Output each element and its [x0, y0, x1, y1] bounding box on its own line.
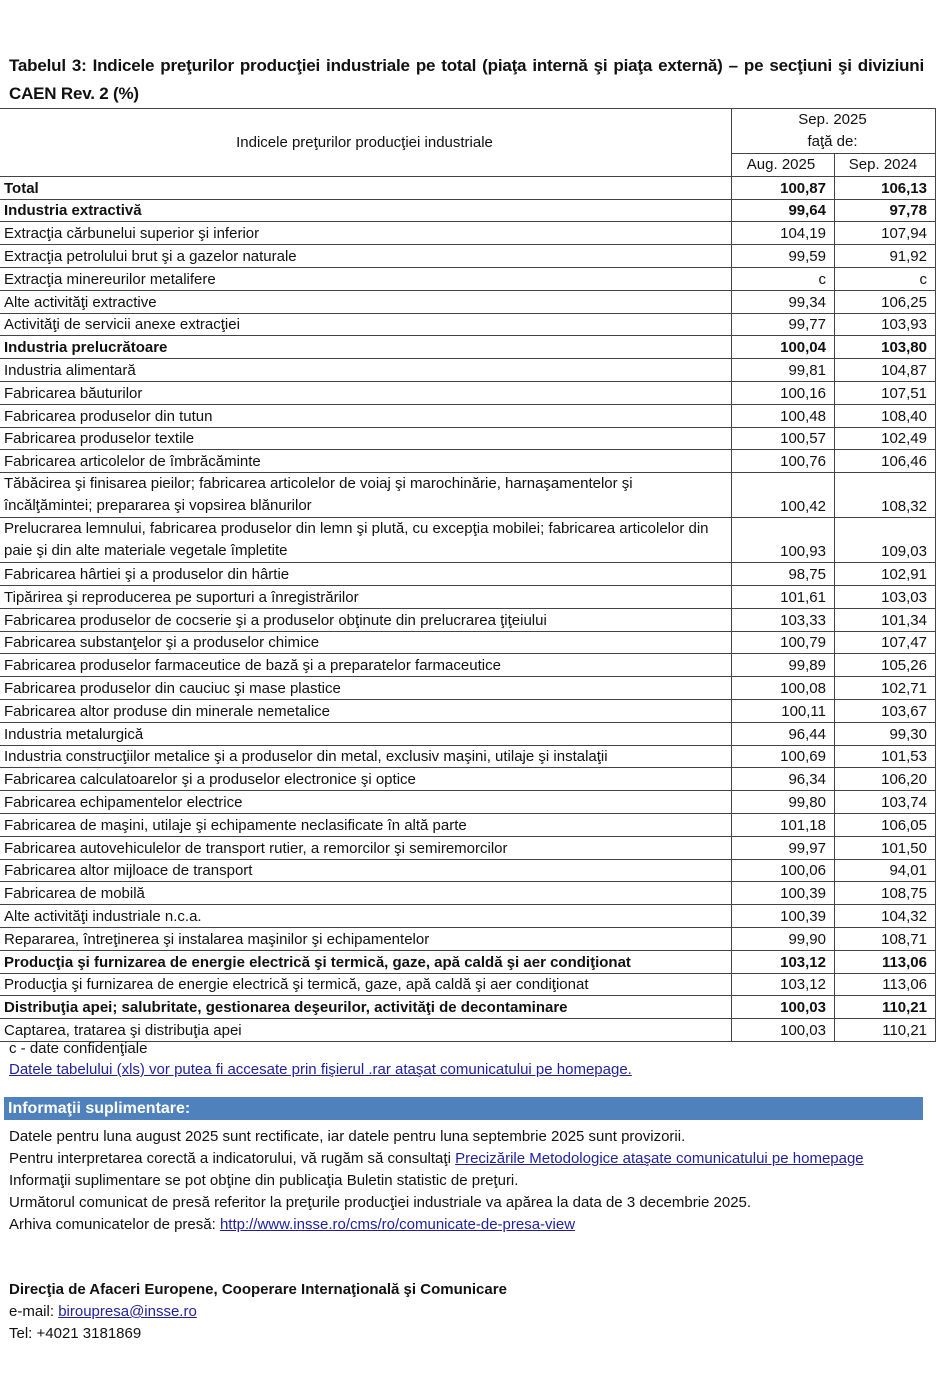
info-line-archive: Arhiva comunicatelor de presă: http://www.insse.ro/cms/ro/comunicate-de-presa-view: [9, 1216, 576, 1233]
value-aug-2025: 103,12: [732, 950, 835, 973]
row-label: Industria prelucrătoare: [0, 336, 732, 359]
table-row: [0, 313, 936, 336]
group-header: [732, 109, 936, 154]
value-aug-2025: 100,76: [732, 450, 835, 473]
table-row: [0, 290, 936, 313]
value-sep-2024: 108,40: [835, 404, 936, 427]
value-aug-2025: 96,34: [732, 768, 835, 791]
row-label: Repararea, întreţinerea şi instalarea maşinilor şi echipamentelor: [0, 927, 732, 950]
info-line-next-release: Următorul comunicat de presă referitor la preţurile producţiei industriale va apărea la data de 3 decembrie 2025.: [9, 1194, 752, 1211]
row-label: Alte activităţi extractive: [0, 290, 732, 313]
value-sep-2024: 108,71: [835, 927, 936, 950]
value-aug-2025: 104,19: [732, 222, 835, 245]
row-label: Tăbăcirea şi finisarea pieilor; fabricarea articolelor de voiaj şi marochinărie, harnaşamentelor şi încălţămintei; prepararea şi vopsirea blănurilor: [0, 473, 732, 518]
table-row: [0, 245, 936, 268]
header-row-1: [0, 109, 936, 154]
table-row: [0, 859, 936, 882]
table-title: Tabelul 3: Indicele preţurilor producţiei industriale pe total (piaţa internă şi piaţa externă) – pe secţiuni şi diviziuni CAEN Rev. 2 (%): [9, 56, 924, 103]
row-label: Extracţia petrolului brut şi a gazelor naturale: [0, 245, 732, 268]
row-label: Fabricarea produselor din tutun: [0, 404, 732, 427]
row-label: Fabricarea substanţelor şi a produselor chimice: [0, 631, 732, 654]
footnote: c - date confidenţiale: [9, 1040, 148, 1057]
table-row: [0, 336, 936, 359]
value-aug-2025: c: [732, 267, 835, 290]
value-aug-2025: 100,39: [732, 905, 835, 928]
value-sep-2024: 102,91: [835, 563, 936, 586]
value-aug-2025: 99,59: [732, 245, 835, 268]
value-aug-2025: 99,80: [732, 791, 835, 814]
row-label: Fabricarea hârtiei şi a produselor din hârtie: [0, 563, 732, 586]
additional-info: [9, 1126, 920, 1236]
table-row: [0, 427, 936, 450]
table-row: [0, 608, 936, 631]
row-label: Fabricarea echipamentelor electrice: [0, 791, 732, 814]
value-aug-2025: 100,03: [732, 1019, 835, 1042]
value-sep-2024: 106,13: [835, 176, 936, 199]
row-label: Producţia şi furnizarea de energie electrică şi termică, gaze, apă caldă şi aer condiţionat: [0, 973, 732, 996]
value-sep-2024: 99,30: [835, 722, 936, 745]
value-aug-2025: 100,42: [732, 473, 835, 518]
value-aug-2025: 99,64: [732, 199, 835, 222]
row-label: Fabricarea autovehiculelor de transport rutier, a remorcilor şi semiremorcilor: [0, 836, 732, 859]
value-aug-2025: 100,69: [732, 745, 835, 768]
value-sep-2024: 104,87: [835, 359, 936, 382]
value-aug-2025: 100,93: [732, 518, 835, 563]
value-sep-2024: 106,46: [835, 450, 936, 473]
value-sep-2024: 103,93: [835, 313, 936, 336]
value-aug-2025: 96,44: [732, 722, 835, 745]
table-row: [0, 267, 936, 290]
value-sep-2024: 105,26: [835, 654, 936, 677]
value-sep-2024: 102,49: [835, 427, 936, 450]
table-row: [0, 950, 936, 973]
value-sep-2024: 101,34: [835, 608, 936, 631]
value-aug-2025: 100,06: [732, 859, 835, 882]
value-sep-2024: 107,51: [835, 381, 936, 404]
value-aug-2025: 101,18: [732, 813, 835, 836]
value-sep-2024: 97,78: [835, 199, 936, 222]
value-aug-2025: 100,11: [732, 699, 835, 722]
value-aug-2025: 100,57: [732, 427, 835, 450]
row-label: Fabricarea produselor de cocserie şi a produselor obţinute din prelucrarea ţiţeiului: [0, 608, 732, 631]
value-sep-2024: 110,21: [835, 996, 936, 1019]
value-sep-2024: 103,03: [835, 585, 936, 608]
row-label: Producţia şi furnizarea de energie electrică şi termică, gaze, apă caldă şi aer condiţionat: [0, 950, 732, 973]
table-row: [0, 585, 936, 608]
value-aug-2025: 99,81: [732, 359, 835, 382]
value-aug-2025: 100,48: [732, 404, 835, 427]
value-sep-2024: 103,67: [835, 699, 936, 722]
value-sep-2024: 106,05: [835, 813, 936, 836]
value-aug-2025: 100,16: [732, 381, 835, 404]
table-row: [0, 654, 936, 677]
value-aug-2025: 100,04: [732, 336, 835, 359]
row-label: Captarea, tratarea şi distribuţia apei: [0, 1019, 732, 1042]
table-row: [0, 199, 936, 222]
value-aug-2025: 100,79: [732, 631, 835, 654]
table-row: [0, 745, 936, 768]
value-aug-2025: 103,33: [732, 608, 835, 631]
value-sep-2024: 108,75: [835, 882, 936, 905]
contact-phone: Tel: +4021 3181869: [9, 1325, 142, 1342]
row-label: Tipărirea şi reproducerea pe suporturi a înregistrărilor: [0, 585, 732, 608]
row-label: Fabricarea de mobilă: [0, 882, 732, 905]
row-label: Fabricarea altor produse din minerale nemetalice: [0, 699, 732, 722]
row-label: Extracţia minereurilor metalifere: [0, 267, 732, 290]
value-sep-2024: 103,80: [835, 336, 936, 359]
table-row: [0, 1019, 936, 1042]
row-label: Fabricarea de maşini, utilaje şi echipamente neclasificate în altă parte: [0, 813, 732, 836]
value-sep-2024: 107,47: [835, 631, 936, 654]
table-row: [0, 404, 936, 427]
value-aug-2025: 98,75: [732, 563, 835, 586]
value-sep-2024: 94,01: [835, 859, 936, 882]
archive-link[interactable]: http://www.insse.ro/cms/ro/comunicate-de-presa-view: [219, 1216, 576, 1233]
table-row: [0, 176, 936, 199]
row-label: Fabricarea produselor farmaceutice de bază şi a preparatelor farmaceutice: [0, 654, 732, 677]
table-row: [0, 768, 936, 791]
table-row: [0, 791, 936, 814]
table-row: [0, 722, 936, 745]
column-header-sep-2024: Sep. 2024: [835, 154, 936, 177]
value-sep-2024: 106,20: [835, 768, 936, 791]
table-row: [0, 927, 936, 950]
row-label: Fabricarea produselor din cauciuc şi mase plastice: [0, 677, 732, 700]
contact-org: Direcţia de Afaceri Europene, Cooperare Internaţională şi Comunicare: [9, 1281, 507, 1298]
value-aug-2025: 99,89: [732, 654, 835, 677]
value-aug-2025: 100,08: [732, 677, 835, 700]
value-sep-2024: 113,06: [835, 973, 936, 996]
value-sep-2024: 103,74: [835, 791, 936, 814]
value-sep-2024: 109,03: [835, 518, 936, 563]
table-row: [0, 882, 936, 905]
value-aug-2025: 99,77: [732, 313, 835, 336]
price-index-table: [0, 108, 936, 1042]
row-label: Fabricarea calculatoarelor şi a produselor electronice şi optice: [0, 768, 732, 791]
table-row: [0, 518, 936, 563]
table-row: [0, 381, 936, 404]
row-label: Industria alimentară: [0, 359, 732, 382]
group-header-line1: Sep. 2025: [798, 111, 867, 128]
value-aug-2025: 100,03: [732, 996, 835, 1019]
row-label: Alte activităţi industriale n.c.a.: [0, 905, 732, 928]
row-label: Fabricarea altor mijloace de transport: [0, 859, 732, 882]
row-header: Indicele preţurilor producţiei industriale: [0, 109, 732, 177]
row-label: Fabricarea articolelor de îmbrăcăminte: [0, 450, 732, 473]
contact-block: [9, 1279, 507, 1345]
email-link[interactable]: biroupresa@insse.ro: [58, 1303, 197, 1320]
value-sep-2024: c: [835, 267, 936, 290]
group-header-line2: faţă de:: [807, 133, 858, 150]
table-row: [0, 450, 936, 473]
value-sep-2024: 110,21: [835, 1019, 936, 1042]
value-sep-2024: 102,71: [835, 677, 936, 700]
table-row: [0, 996, 936, 1019]
table-row: [0, 973, 936, 996]
row-label: Extracţia cărbunelui superior şi inferior: [0, 222, 732, 245]
xls-data-link[interactable]: Datele tabelului (xls) vor putea fi accesate prin fişierul .rar ataşat comunicatului pe homepage.: [9, 1061, 632, 1078]
table-row: [0, 813, 936, 836]
table-row: [0, 473, 936, 518]
table-row: [0, 222, 936, 245]
value-sep-2024: 101,50: [835, 836, 936, 859]
table-row: [0, 677, 936, 700]
info-heading: Informaţii suplimentare:: [4, 1097, 923, 1120]
row-label: Fabricarea produselor textile: [0, 427, 732, 450]
table-row: [0, 905, 936, 928]
value-aug-2025: 100,87: [732, 176, 835, 199]
column-header-aug-2025: Aug. 2025: [732, 154, 835, 177]
info-line-methodology: Pentru interpretarea corectă a indicatorului, vă rugăm să consultaţi Precizările Metodologice ataşate comunicatului pe homepage: [9, 1150, 864, 1167]
info-line-bulletin: Informaţii suplimentare se pot obţine din publicaţia Buletin statistic de preţuri.: [9, 1172, 519, 1189]
row-label: Industria extractivă: [0, 199, 732, 222]
methodology-link[interactable]: Precizările Metodologice ataşate comunicatului pe homepage: [455, 1150, 864, 1167]
value-aug-2025: 99,90: [732, 927, 835, 950]
value-sep-2024: 108,32: [835, 473, 936, 518]
row-label: Activităţi de servicii anexe extracţiei: [0, 313, 732, 336]
info-line-data-status: Datele pentru luna august 2025 sunt rectificate, iar datele pentru luna septembrie 2025 sunt provizorii.: [9, 1128, 686, 1145]
value-sep-2024: 106,25: [835, 290, 936, 313]
value-aug-2025: 99,34: [732, 290, 835, 313]
value-aug-2025: 99,97: [732, 836, 835, 859]
value-aug-2025: 103,12: [732, 973, 835, 996]
value-sep-2024: 113,06: [835, 950, 936, 973]
row-label: Total: [0, 176, 732, 199]
value-sep-2024: 101,53: [835, 745, 936, 768]
value-sep-2024: 107,94: [835, 222, 936, 245]
row-label: Distribuţia apei; salubritate, gestionarea deşeurilor, activităţi de decontaminare: [0, 996, 732, 1019]
table-row: [0, 631, 936, 654]
table-row: [0, 836, 936, 859]
contact-email: e-mail: biroupresa@insse.ro: [9, 1303, 197, 1320]
row-label: Fabricarea băuturilor: [0, 381, 732, 404]
value-aug-2025: 100,39: [732, 882, 835, 905]
table-row: [0, 359, 936, 382]
value-aug-2025: 101,61: [732, 585, 835, 608]
value-sep-2024: 104,32: [835, 905, 936, 928]
table-row: [0, 563, 936, 586]
row-label: Industria construcţiilor metalice şi a produselor din metal, exclusiv maşini, utilaje şi instalaţii: [0, 745, 732, 768]
table-row: [0, 699, 936, 722]
row-label: Prelucrarea lemnului, fabricarea produselor din lemn şi plută, cu excepţia mobilei; fabricarea articolelor din paie şi din alte materiale vegetale împletite: [0, 518, 732, 563]
row-label: Industria metalurgică: [0, 722, 732, 745]
value-sep-2024: 91,92: [835, 245, 936, 268]
